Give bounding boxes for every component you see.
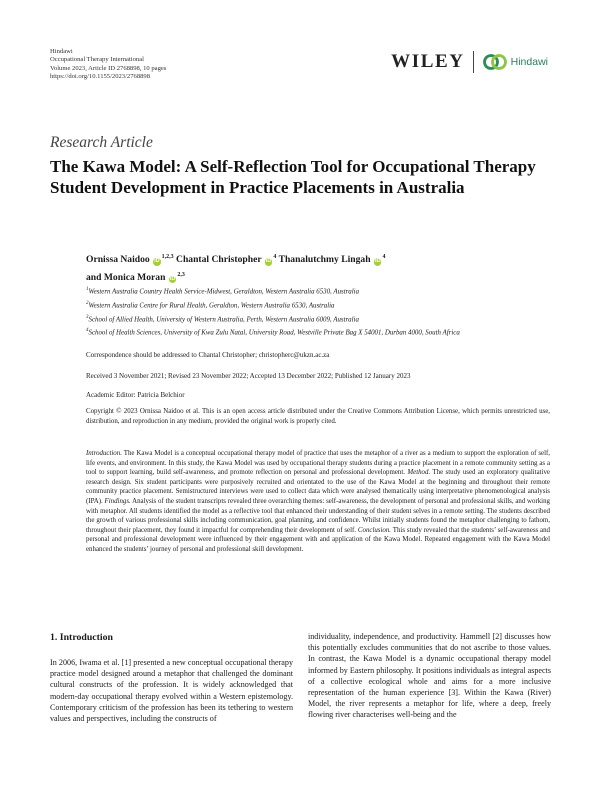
affiliation	[86, 298, 546, 312]
abstract-text: Analysis of the student transcripts revealed three overarching themes: self-awareness, the development of personal and professional skills, and working with metaphor. All students identified the model as a reflective tool that enhanced their understanding of their student selves in a remote setting. The students described the growth of various professional skills including communication, goal planning, and confidence. Whilst initially students found the metaphor challenging to fathom, throughout their placement, they found it impactful for comprehending their development of self.	[86, 497, 550, 534]
abstract-label: Introduction.	[86, 450, 122, 457]
author-name[interactable]: Chantal Christopher	[176, 254, 262, 266]
academic-editor: Academic Editor: Patricia Belchior	[86, 391, 185, 399]
affiliation	[86, 312, 546, 326]
author-affil-ref: 1,2,3	[161, 254, 174, 260]
abstract-label: Conclusion.	[357, 526, 392, 534]
abstract-label: Method.	[407, 469, 431, 477]
author-name[interactable]: Ornissa Naidoo	[86, 254, 150, 266]
abstract	[86, 449, 550, 555]
abstract-label: Findings.	[104, 497, 131, 505]
abstract-text: The Kawa Model is a conceptual occupational therapy model of practice that uses the metaphor of a river as a medium to support the exploration of self, life events, and environment. In this study, the Kawa Model was used by occupational therapy students during a practice placement in a remote community setting as a tool to support learning, build self-awareness, and promote reflection on personal and professional development.	[86, 450, 550, 477]
hindawi-logo-icon	[482, 53, 508, 71]
journal-meta	[50, 48, 166, 82]
brand-divider	[473, 51, 474, 73]
author-affil-ref: 4	[273, 254, 277, 260]
affiliation-number: 1	[86, 287, 89, 292]
affiliation-list	[86, 284, 546, 339]
doi-link[interactable]: https://doi.org/10.1155/2023/2768898	[50, 73, 151, 81]
orcid-icon[interactable]: iD	[154, 258, 160, 265]
abstract-text: The study used an exploratory qualitative research design. Six student participants were purposively recruited and orientated to the use of the Kawa Model at the beginning and throughout their remote community practice placement. Semistructured interviews were used to collect data which were analysed thematically using interpretative phenomenological analysis (IPA).	[86, 469, 550, 505]
author-affil-ref: 4	[382, 254, 386, 260]
journal-meta-line: Hindawi	[50, 48, 73, 55]
author-list	[86, 250, 546, 285]
affiliation-number: 4	[86, 328, 89, 334]
body-column-right: individuality, independence, and productivity. Hammell [2] discusses how this potentially excludes communities that do not ascribe to those values. In contrast, the Kawa Model is a dynamic occupational therapy model informed by Eastern philosophy. It positions individuals as integral aspects of a collective ecological whole and aims for a more inclusive representation of the human experience [3]. Within the Kawa (River) Model, the river represents a metaphor for life, where a deep, freely flowing river characterises well-being and the	[308, 632, 551, 720]
journal-meta-line: Volume 2023, Article ID 2768898, 10 pages	[50, 64, 167, 72]
body-column-left: In 2006, Iwama et al. [1] presented a new conceptual occupational therapy practice model designed around a metaphor that challenged the dominant cultural constructs of the profession. It is widely acknowledged that modern-day occupational therapy evolved within a Western epistemology. Contemporary criticism of the profession has been its tethering to western values and perspectives, including the constructs of	[50, 658, 293, 724]
affiliation-text: School of Health Sciences, University of Kwa Zulu Natal, University Road, Westville Private Bag X 54001, Durban 4000, South Africa	[88, 329, 460, 337]
hindawi-wordmark: Hindawi	[510, 56, 548, 68]
publication-dates: Received 3 November 2021; Revised 23 November 2022; Accepted 13 December 2022; Published 12 January 2023	[86, 372, 411, 380]
copyright-notice: Copyright © 2023 Ornissa Naidoo et al. This is an open access article distributed under the Creative Commons Attribution License, which permits unrestricted use, distribution, and reproduction in any medium, provided the original work is properly cited.	[86, 408, 550, 425]
orcid-icon[interactable]: iD	[265, 258, 272, 265]
affiliation	[86, 284, 546, 298]
author-name[interactable]: Thanalutchmy Lingah	[278, 254, 371, 266]
orcid-icon[interactable]: iD	[169, 275, 176, 282]
publisher-brand	[391, 50, 548, 74]
correspondence: Correspondence should be addressed to Chantal Christopher; christopherc@ukzn.ac.za	[86, 351, 330, 359]
journal-meta-line: Occupational Therapy International	[50, 56, 144, 64]
affiliation-text: Western Australia Centre for Rural Health, Geraldton, Western Australia 6530, Australia	[88, 302, 335, 310]
author-affil-ref: 2,3	[177, 271, 185, 278]
affiliation-number: 2	[86, 300, 89, 306]
affiliation-text: School of Allied Health, University of Western Australia, Perth, Western Australia 6009, Australia	[88, 315, 359, 323]
affiliation	[86, 325, 546, 339]
orcid-icon[interactable]: iD	[374, 258, 381, 265]
abstract-text: This study revealed that the students’ self-awareness and personal and professional development were influenced by their engagement with and application of the Kawa Model. Repeated engagement with the Kawa Model enhanced the students’ journey of personal and professional skill development.	[86, 526, 550, 553]
article-type: Research Article	[50, 134, 153, 151]
section-heading: 1. Introduction	[50, 632, 113, 643]
affiliation-number: 3	[86, 314, 89, 320]
wiley-logo: WILEY	[391, 51, 465, 72]
article-title: The Kawa Model: A Self-Reflection Tool for Occupational Therapy Student Development in Practice Placements in Australia	[50, 157, 536, 197]
author-joiner: and	[86, 271, 102, 283]
author-name[interactable]: Monica Moran	[103, 271, 166, 283]
affiliation-text: Western Australia Country Health Service-Midwest, Geraldton, Western Australia 6530, Australia	[88, 288, 360, 296]
